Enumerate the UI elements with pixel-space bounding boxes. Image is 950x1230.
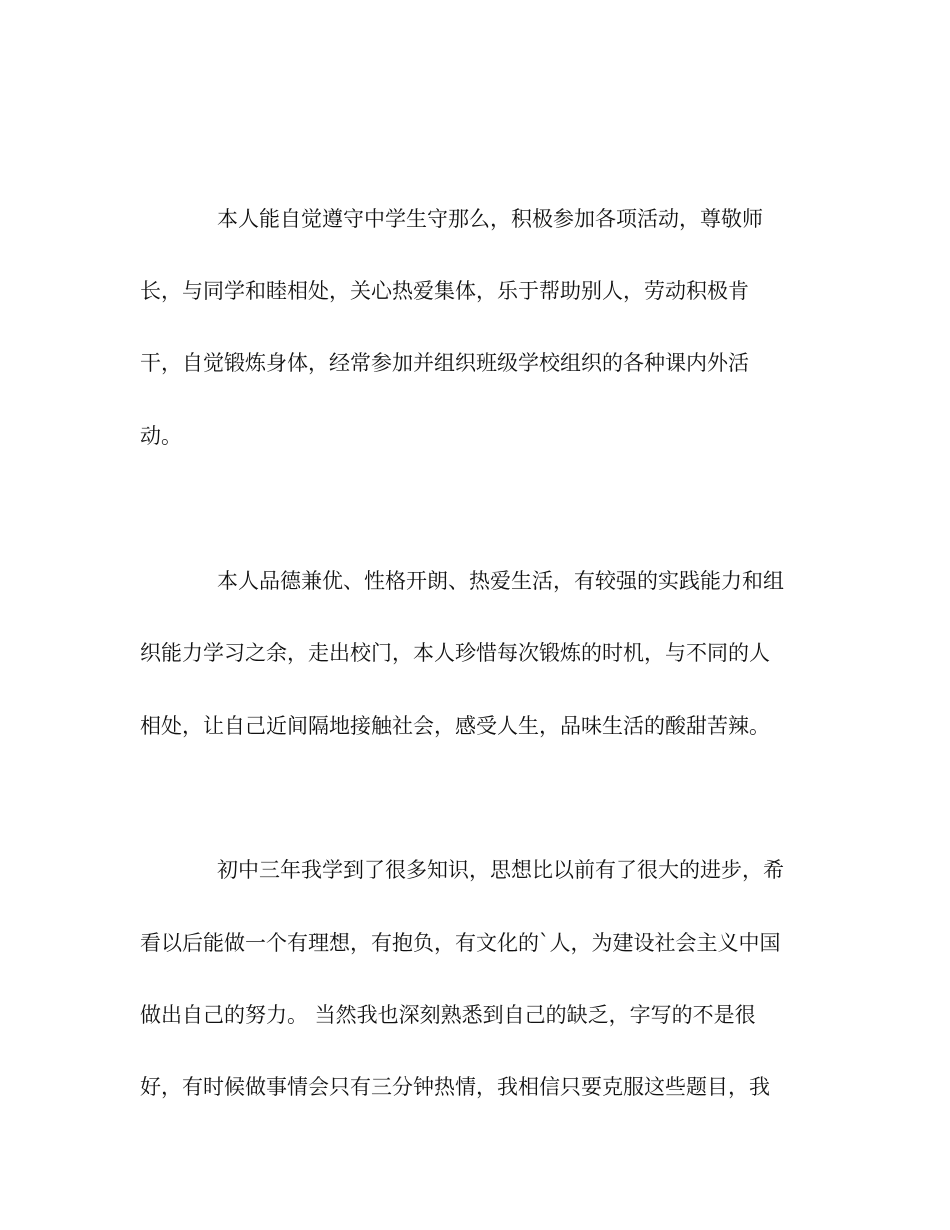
paragraph-line: 初中三年我学到了很多知识，思想比以前有了很大的进步，希: [217, 858, 784, 882]
paragraph-line: 本人能自觉遵守中学生守那么，积极参加各项活动，尊敬师: [217, 207, 763, 231]
paragraph-line: 看以后能做一个有理想，有抱负，有文化的`人，为建设社会主义中国: [140, 931, 781, 955]
paragraph-line: 相处，让自己近间隔地接触社会，感受人生，品味生活的酸甜苦辣。: [140, 714, 770, 738]
paragraph-line: 动。: [140, 424, 182, 448]
paragraph-line: 长，与同学和睦相处，关心热爱集体，乐于帮助别人，劳动积极肯: [140, 279, 749, 303]
paragraph-line: 做出自己的努力。 当然我也深刻熟悉到自己的缺乏，字写的不是很: [140, 1003, 756, 1027]
paragraph-line: 织能力学习之余，走出校门，本人珍惜每次锻炼的时机，与不同的人: [140, 641, 770, 665]
paragraph-line: 好，有时候做事情会只有三分钟热情，我相信只要克服这些题目，我: [140, 1075, 770, 1099]
paragraph-line: 本人品德兼优、性格开朗、热爱生活，有较强的实践能力和组: [217, 569, 784, 593]
paragraph-line: 干，自觉锻炼身体，经常参加并组织班级学校组织的各种课内外活: [140, 351, 749, 375]
